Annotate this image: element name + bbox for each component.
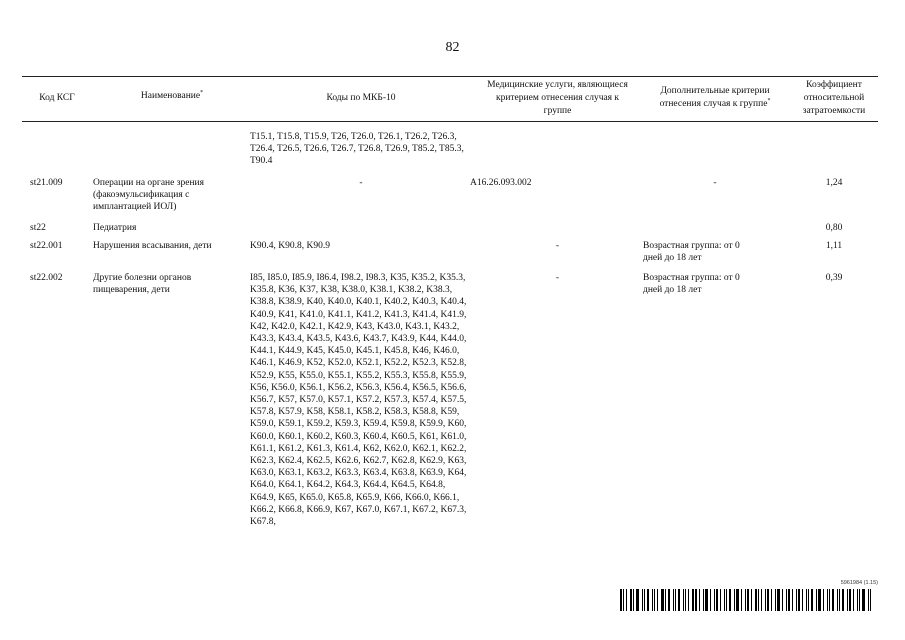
barcode-bar xyxy=(859,589,860,611)
document-barcode xyxy=(620,580,878,616)
barcode-bar xyxy=(832,589,834,611)
row-st21-009-code: st21.009 xyxy=(30,178,63,188)
row-st22-name: Педиатрия xyxy=(93,223,137,233)
barcode-bar xyxy=(636,589,639,611)
barcode-bar xyxy=(642,589,643,611)
barcode-bar xyxy=(782,589,783,611)
barcode-bar xyxy=(837,589,838,611)
barcode-bar xyxy=(695,589,697,611)
row-st22-code: st22 xyxy=(30,223,46,233)
barcode-bar xyxy=(720,589,721,611)
page-number: 82 xyxy=(445,40,460,55)
barcode-bar xyxy=(767,589,769,611)
barcode-bar xyxy=(839,589,840,611)
barcode-bar xyxy=(734,589,735,611)
row-st21-009-services: A16.26.093.002 xyxy=(470,178,532,188)
header-name: Наименование* xyxy=(140,89,204,101)
barcode-bar xyxy=(870,589,871,611)
barcode-bar xyxy=(710,589,711,611)
barcode-bar xyxy=(802,589,803,611)
barcode-bar xyxy=(703,589,704,611)
barcode-bar xyxy=(644,589,645,611)
barcode-bar xyxy=(729,589,731,611)
row-st22-001-codes: K90.4, K90.8, K90.9 xyxy=(250,241,330,251)
barcode-bar xyxy=(758,589,759,611)
header-extra: Дополнительные критерии отнесения случая к группе* xyxy=(659,86,771,109)
row-st21-009-extra: - xyxy=(713,178,717,188)
barcode-bar xyxy=(623,589,624,611)
barcode-bar xyxy=(765,589,766,611)
row-st22-001-services: - xyxy=(555,241,560,251)
barcode-bar xyxy=(652,589,653,611)
table-header-rule xyxy=(22,121,878,122)
barcode-bar xyxy=(827,589,828,611)
barcode-bar xyxy=(678,589,680,611)
row-st22-002-codes: I85, I85.0, I85.9, I86.4, I98.2, I98.3, K35, K35.2, K35.3, K35.8, K36, K37, K38, K38.0, K38.1, K38.2, K38.3, K38.8, K38.9, K40, K40.0, K40.1, K40.2, K40.3, K40.4, K40.9, K41, K41.0, K41.1, K41.2, K41.3, K41.4, K41.9, K42, K42.0, K42.1, K42.9, K43, K43.0, K43.1, K43.2, K43.3, K43.4, K43.5, K43.6, K43.7, K43.9, K44, K44.0, K44.1, K44.9, K45, K45.0, K45.1, K45.8, K46, K46.0, K46.1, K46.9, K52, K52.0, K52.1, K52.2, K52.3, K52.8, K52.9, K55, K55.0, K55.1, K55.2, K55.3, K55.8, K55.9, K56, K56.0, K56.1, K56.2, K56.3, K56.4, K56.5, K56.6, K56.7, K57, K57.0, K57.1, K57.2, K57.3, K57.4, K57.5, K57.8, K57.9, K58, K58.1, K58.2, K58.3, K58.8, K59, K59.0, K59.1, K59.2, K59.3, K59.4, K59.8, K59.9, K60, K60.0, K60.1, K60.2, K60.3, K60.4, K60.5, K61, K61.0, K61.1, K61.2, K61.3, K61.4, K62, K62.0, K62.1, K62.2, K62.3, K62.4, K62.5, K62.6, K62.7, K62.8, K62.9, K63, K63.0, K63.1, K63.2, K63.3, K63.4, K63.8, K63.9, K64, K64.0, K64.1, K64.2, K64.3, K64.4, K64.5, K64.8, K64.9, K65, K65.0, K65.8, K65.9, K66, K66.0, K66.1, K66.2, K66.8, K66.9, K67, K67.0, K67.1, K67.2, K67.3, K67.8, xyxy=(250,273,467,528)
row-st22-002-code: st22.002 xyxy=(30,273,63,283)
barcode-bar xyxy=(751,589,752,611)
barcode-bar xyxy=(726,589,727,611)
barcode-bar xyxy=(657,589,658,611)
row-st22-002-extra: Возрастная группа: от 0 дней до 18 лет xyxy=(643,273,740,296)
barcode-bar xyxy=(842,589,844,611)
barcode-bar xyxy=(862,589,865,611)
barcode-bar xyxy=(688,589,689,611)
header-code: Код КСГ xyxy=(39,93,75,103)
barcode-bar xyxy=(747,589,749,611)
barcode-bar xyxy=(626,589,627,611)
barcode-bar xyxy=(654,589,655,611)
row-st22-001-extra: Возрастная группа: от 0 дней до 18 лет xyxy=(643,241,740,264)
barcode-bar xyxy=(816,589,817,611)
row-st22-002-coef: 0,39 xyxy=(825,273,843,283)
barcode-bar xyxy=(788,589,790,611)
barcode-bar xyxy=(798,589,800,611)
row-st22-002-name: Другие болезни органов пищеварения, дети xyxy=(93,273,192,296)
row-st21-009-name: Операции на органе зрения (факоэмульсификация с имплантацией ИОЛ) xyxy=(93,178,204,213)
header-coef: Коэффициент относительной затратоемкости xyxy=(802,80,866,116)
header-mkb: Коды по МКБ-10 xyxy=(326,93,396,103)
barcode-bar xyxy=(716,589,718,611)
barcode-bar xyxy=(808,589,809,611)
barcode-text: 5961984 (1.15) xyxy=(840,580,878,586)
barcode-bar xyxy=(633,589,634,611)
barcode-bar xyxy=(786,589,787,611)
barcode-bar xyxy=(620,589,622,611)
table-top-rule xyxy=(22,76,878,77)
row-continued-codes: T15.1, T15.8, T15.9, T26, T26.0, T26.1, T26.2, T26.3, T26.4, T26.5, T26.6, T26.7, T26.8, T26.9, T85.2, T85.3, T90.4 xyxy=(250,132,464,167)
barcode-bar xyxy=(692,589,694,611)
barcode-bar xyxy=(761,589,762,611)
barcode-bar xyxy=(683,589,684,611)
barcode-bar xyxy=(818,589,821,611)
barcode-bar xyxy=(823,589,824,611)
header-extra-footnote-mark: * xyxy=(767,97,771,104)
barcode-bar xyxy=(853,589,854,611)
row-st22-001-code: st22.001 xyxy=(30,241,63,251)
barcode-bar xyxy=(630,589,632,611)
barcode-bar xyxy=(675,589,676,611)
barcode-bar xyxy=(673,589,674,611)
barcode-bar xyxy=(806,589,807,611)
row-st22-coef: 0,80 xyxy=(825,223,843,233)
barcode-bar xyxy=(796,589,797,611)
barcode-bar xyxy=(811,589,813,611)
barcode-bar xyxy=(777,589,780,611)
barcode-bar xyxy=(745,589,746,611)
barcode-bar xyxy=(755,589,757,611)
barcode-bar xyxy=(771,589,772,611)
barcode-bar xyxy=(849,589,851,611)
row-st22-001-coef: 1,11 xyxy=(825,241,843,251)
row-st22-001-name: Нарушения всасывания, дети xyxy=(93,241,212,251)
barcode-bar xyxy=(857,589,858,611)
barcode-bar xyxy=(705,589,708,611)
barcode-bar xyxy=(792,589,793,611)
barcode-bar xyxy=(741,589,742,611)
barcode-bar xyxy=(868,589,869,611)
barcode-bar xyxy=(847,589,848,611)
barcode-icon xyxy=(620,589,878,611)
row-st21-009-codes: - xyxy=(359,178,363,188)
header-name-footnote-mark: * xyxy=(200,89,204,96)
barcode-bar xyxy=(665,589,666,611)
barcode-bar xyxy=(685,589,686,611)
barcode-bar xyxy=(699,589,700,611)
barcode-bar xyxy=(647,589,649,611)
barcode-bar xyxy=(714,589,715,611)
barcode-bar xyxy=(829,589,830,611)
barcode-bar xyxy=(724,589,725,611)
barcode-bar xyxy=(661,589,664,611)
header-services: Медицинские услуги, являющиеся критерием отнесения случая к группе xyxy=(487,80,628,116)
barcode-bar xyxy=(668,589,670,611)
barcode-bar xyxy=(775,589,776,611)
barcode-bar xyxy=(736,589,739,611)
row-st22-002-services: - xyxy=(555,273,560,283)
row-st21-009-coef: 1,24 xyxy=(825,178,843,188)
